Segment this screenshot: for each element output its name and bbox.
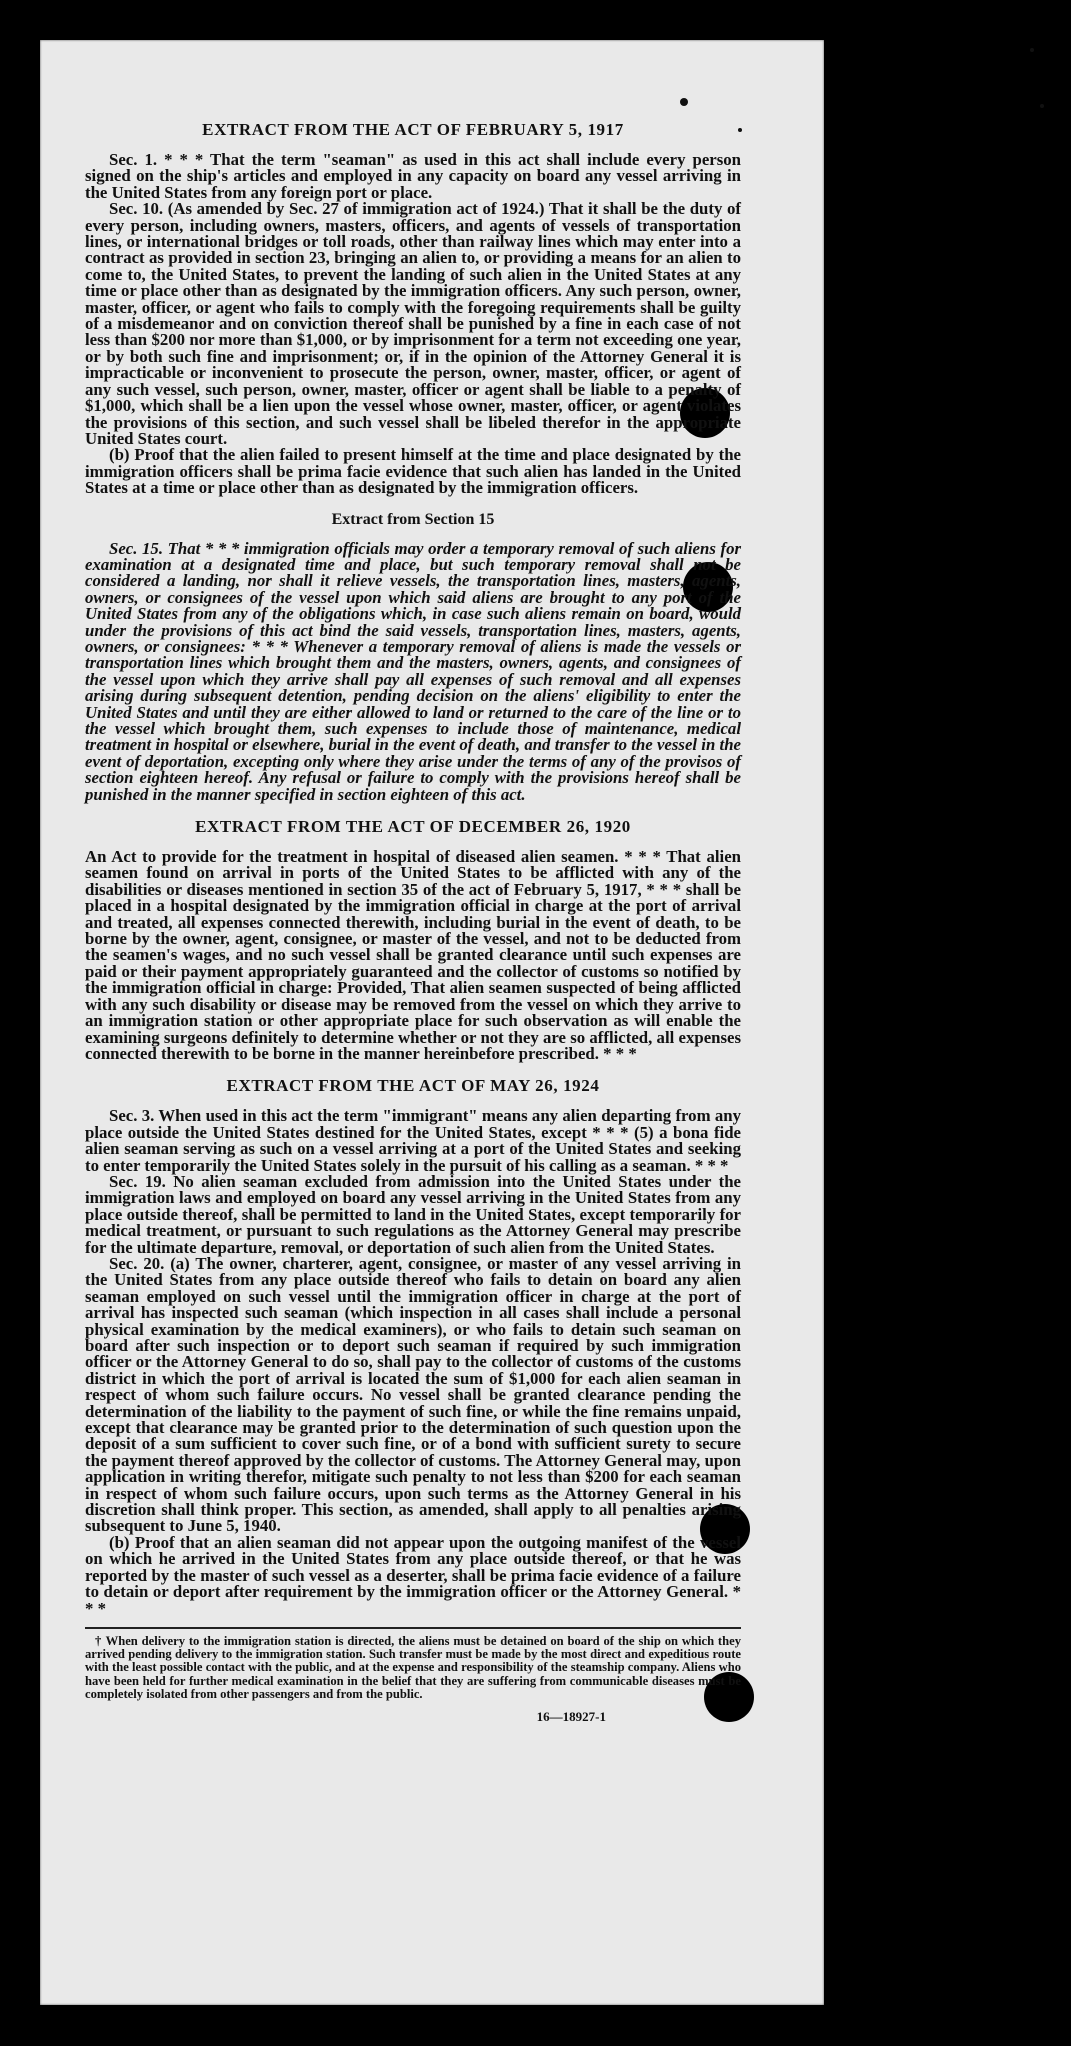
footnote (85, 1627, 741, 1701)
form-number: 16—18927-1 (536, 1708, 606, 1724)
document-body (85, 120, 741, 1725)
paragraph-sec-10b: (b) Proof that the alien failed to present himself at the time and place designated by the immigration officers shall be prima facie evidence that such alien has landed in the United States at a time or place other than as designated by the immigration officers. (85, 445, 741, 498)
paragraph-act-1920: An Act to provide for the treatment in hospital of diseased alien seamen. * * * That alien seamen found on arrival in ports of the United States to be afflicted with any of the disabilities or diseases mentioned in section 35 of the act of February 5, 1917, * * * shall be placed in a hospital designated by the immigration official in charge at the port of arrival and treated, all expenses connected therewith, including burial in the event of death, to be borne by the owner, agent, consignee, or master of the vessel, and not to be deducted from the seamen's wages, and no such vessel shall be granted clearance until such expenses are paid or their payment appropriately guaranteed and the collector of customs so notified by the immigration official in charge: Provided, That alien seamen suspected of being afflicted with any such disability or disease may be removed from the vessel on which they arrive to an immigration station or other appropriate place for such observation as will enable the examining surgeons definitely to determine whether or not they are so afflicted, all expenses connected therewith to be borne in the manner hereinbefore prescribed. * * * (85, 847, 741, 1063)
speck (680, 98, 688, 106)
paragraph-sec-20a: Sec. 20. (a) The owner, charterer, agent, consignee, or master of any vessel arriving in the United States from any place outside thereof who fails to detain on board any alien seaman employed on such vessel until the immigration officer in charge at the port of arrival has inspected such seaman (which inspection in all cases shall include a personal physical examination by the medical examiners), or who fails to detain such seaman on board after such inspection or to deport such seaman if required by such immigration officer or the Attorney General to do so, shall pay to the collector of customs of the customs district in which the port of arrival is located the sum of $1,000 for each alien seaman in respect of whom such failure occurs. No vessel shall be granted clearance pending the determination of the liability to the payment of such fine, or while the fine remains unpaid, except that clearance may be granted prior to the determination of such question upon the deposit of a sum sufficient to cover such fine, or of a bond with sufficient surety to secure the payment thereof approved by the collector of customs. The Attorney General may, upon application in writing therefor, mitigate such penalty to not less than $200 for each seaman in respect of whom such failure occurs, upon such terms as the Attorney General in his discretion shall think proper. This section, as amended, shall apply to all penalties arising subsequent to June 5, 1940. (85, 1253, 741, 1536)
subheading-section-15: Extract from Section 15 (331, 510, 495, 528)
heading-act-1920: EXTRACT FROM THE ACT OF DECEMBER 26, 1920 (195, 817, 631, 837)
heading-act-1924: EXTRACT FROM THE ACT OF MAY 26, 1924 (226, 1076, 600, 1096)
paragraph-sec-15: Sec. 15. That * * * immigration officials may order a temporary removal of such aliens for examination at a designated time and place, but such temporary removal shall not be considered a landing, nor shall it relieve vessels, the transportation lines, masters, agents, owners, or consignees of the vessel upon which said aliens are brought to any port of the United States from any of the obligations which, in case such aliens remain on board, would under the provisions of this act bind the said vessels, transportation lines, masters, agents, owners, or consignees: * * * Whenever a temporary removal of aliens is made the vessels or transportation lines which brought them and the masters, owners, agents, and consignees of the vessel upon which they arrive shall pay all expenses of such removal and all expenses arising during subsequent detention, pending decision on the aliens' eligibility to enter the United States and until they are either allowed to land or returned to the care of the line or to the vessel which brought them, such expenses to include those of maintenance, medical treatment in hospital or elsewhere, burial in the event of death, and transfer to the vessel in the event of deportation, excepting only where they arise under the terms of any of the provisos of section eighteen hereof. Any refusal or failure to comply with the provisions hereof shall be punished in the manner specified in section eighteen of this act. (85, 538, 741, 804)
speck (1040, 104, 1044, 108)
heading-act-1917: EXTRACT FROM THE ACT OF FEBRUARY 5, 1917 (202, 120, 624, 139)
paragraph-sec-20b: (b) Proof that an alien seaman did not appear upon the outgoing manifest of the vessel on which he arrived in the United States from any place outside thereof, or that he was reported by the master of such vessel as a deserter, shall be prima facie evidence of a failure to detain or deport after requirement by the immigration officer or the Attorney General. * * * (85, 1532, 741, 1618)
paragraph-sec-1: Sec. 1. * * * That the term "seaman" as used in this act shall include every person signed on the ship's articles and employed in any capacity on board any vessel arriving in the United States from any foreign port or place. (85, 150, 741, 202)
paragraph-sec-19: Sec. 19. No alien seaman excluded from admission into the United States under the immigration laws and employed on board any vessel arriving in the United States from any place outside thereof, shall be permitted to land in the United States, except temporarily for medical treatment, or pursuant to such regulations as the Attorney General may prescribe for the ultimate departure, removal, or deportation of such alien from the United States. (85, 1171, 741, 1257)
paragraph-sec-3: Sec. 3. When used in this act the term "immigrant" means any alien departing from any place outside the United States destined for the United States, except * * * (5) a bona fide alien seaman serving as such on a vessel arriving at a port of the United States and seeking to enter temporarily the United States solely in the pursuit of his calling as a seaman. * * * (85, 1106, 741, 1175)
speck (1030, 48, 1034, 52)
paragraph-sec-10: Sec. 10. (As amended by Sec. 27 of immigration act of 1924.) That it shall be the duty of every person, including owners, masters, officers, and agents of vessels of transportation lines, or international bridges or toll roads, other than railway lines which may enter into a contract as provided in section 23, bringing an alien to, or providing a means for an alien to come to, the United States, to prevent the landing of such alien in the United States at any time or place other than as designated by the immigration officers. Any such person, owner, master, officer, or agent who fails to comply with the foregoing requirements shall be guilty of a misdemeanor and on conviction thereof shall be punished by a fine in each case of not less than $200 nor more than $1,000, or by imprisonment for a term not exceeding one year, or by both such fine and imprisonment; or, if in the opinion of the Attorney General it is impracticable or inconvenient to prosecute the person, owner, master, officer, or agent of any such vessel, such person, owner, master, officer or agent shall be liable to a penalty of $1,000, which shall be a lien upon the vessel whose owner, master, officer, or agent violates the provisions of this section, and such vessel shall be libeled therefor in the appropriate United States court. (85, 199, 741, 448)
footnote-text: † When delivery to the immigration station is directed, the aliens must be detained on board of the ship on which they arrived pending delivery to the immigration station. Such transfer must be made by the most direct and expeditious route with the least possible contact with the public, and at the expense and responsibility of the steamship company. Aliens who have been held for further medical examination in the belief that they are suffering from communicable diseases must be completely isolated from other passengers and from the public. (85, 1633, 741, 1701)
